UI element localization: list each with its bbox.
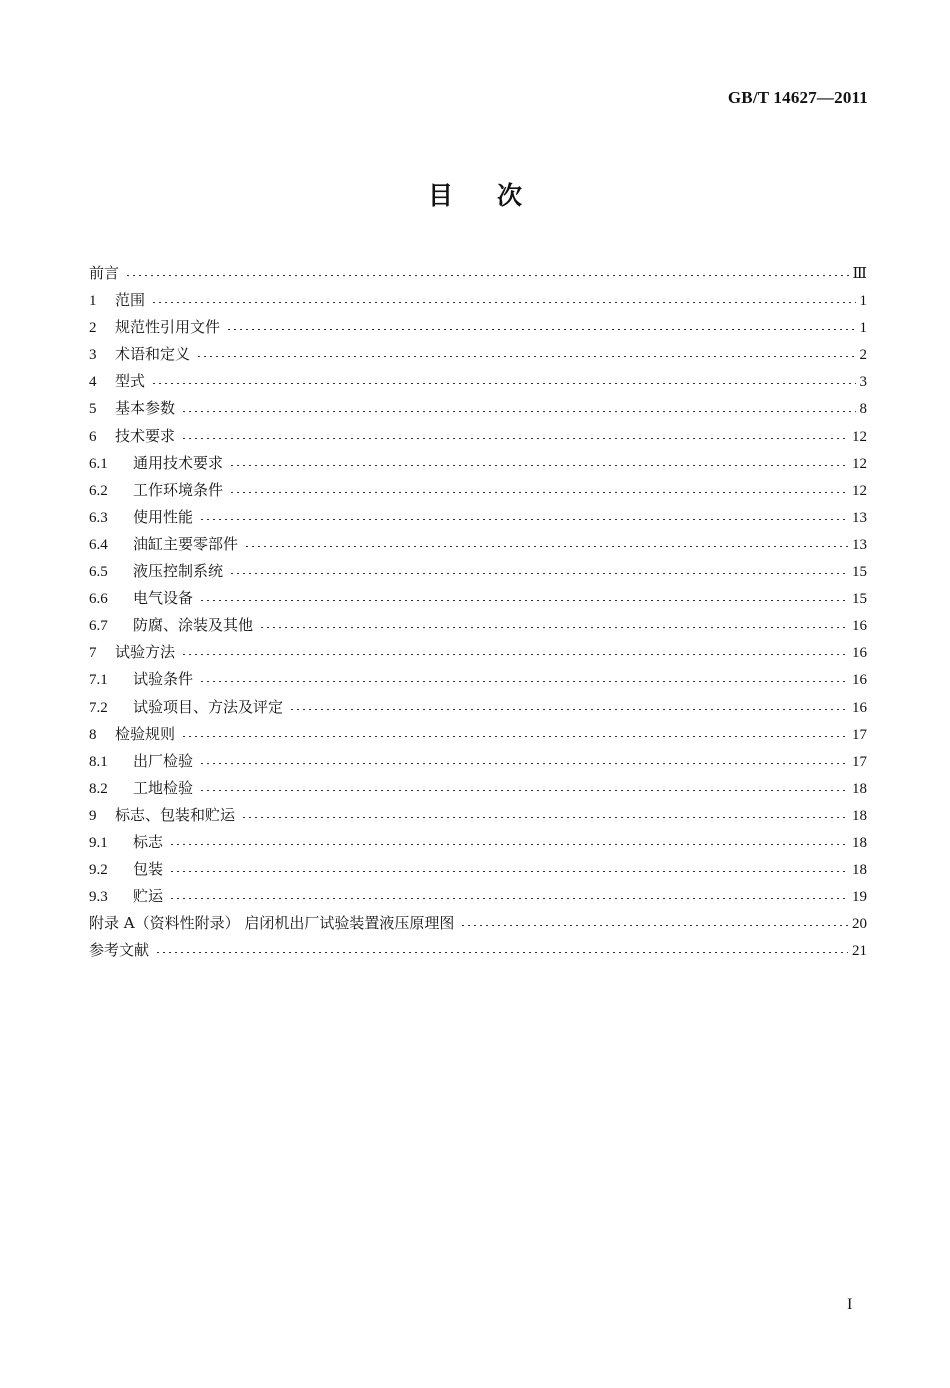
toc-entry-number: 4 [89, 374, 97, 391]
toc-entry-number: 6.2 [89, 482, 108, 499]
dot-leader [181, 411, 855, 412]
toc-entry-number: 9.1 [89, 834, 108, 851]
dot-leader [244, 546, 848, 547]
dot-leader [199, 681, 848, 682]
toc-entry-page: 1 [859, 320, 867, 337]
toc-entry-page: 2 [859, 347, 867, 364]
toc-entry-page: 18 [852, 834, 867, 851]
dot-leader [199, 600, 848, 601]
dot-leader [199, 790, 848, 791]
dot-leader [259, 627, 848, 628]
toc-entry-number: 6.1 [89, 455, 108, 472]
dot-leader [181, 736, 848, 737]
dot-leader [241, 817, 848, 818]
toc-entry-number: 3 [89, 347, 97, 364]
toc-entry-label: 贮运 [133, 887, 164, 906]
toc-entry[interactable] [89, 450, 867, 477]
dot-leader [155, 952, 848, 953]
toc-entry-page: 1 [859, 293, 867, 310]
toc-entry-number: 9.3 [89, 889, 108, 906]
toc-entry-page: 16 [852, 699, 867, 716]
toc-entry-number: 2 [89, 320, 97, 337]
toc-entry-label: 规范性引用文件 [115, 318, 221, 337]
toc-entry-label: 前言 [89, 264, 120, 282]
toc-entry-number: 6.5 [89, 564, 108, 581]
toc-entry-label: 试验方法 [115, 643, 176, 662]
toc-entry-page: 21 [852, 943, 867, 960]
toc-entry-page: Ⅲ [852, 266, 867, 282]
toc-entry[interactable] [89, 585, 867, 612]
toc-entry[interactable] [89, 314, 867, 341]
toc-entry-label: 基本参数 [115, 399, 176, 418]
toc-entry-number: 7.1 [89, 672, 108, 689]
toc-entry-page: 8 [859, 401, 867, 418]
toc-entry-number: 6 [89, 428, 97, 445]
dot-leader [151, 302, 855, 303]
dot-leader [229, 573, 848, 574]
toc-entry[interactable] [89, 694, 867, 721]
toc-entry-number: 1 [89, 293, 97, 310]
toc-entry[interactable] [89, 504, 867, 531]
toc-entry-label: 附录 A（资料性附录） 启闭机出厂试验装置液压原理图 [89, 914, 455, 933]
toc-entry-label: 工作环境条件 [133, 480, 224, 499]
toc-entry[interactable] [89, 260, 867, 287]
dot-leader [169, 898, 848, 899]
toc-entry-label: 油缸主要零部件 [133, 534, 239, 553]
toc-entry-page: 12 [852, 482, 867, 499]
toc-entry-label: 技术要求 [115, 426, 176, 445]
toc-entry-page: 12 [852, 455, 867, 472]
toc-entry-page: 16 [852, 618, 867, 635]
toc-entry[interactable] [89, 368, 867, 395]
toc-entry-number: 5 [89, 401, 97, 418]
dot-leader [199, 519, 848, 520]
toc-entry[interactable] [89, 721, 867, 748]
toc-entry-label: 液压控制系统 [133, 562, 224, 581]
toc-entry-label: 参考文献 [89, 941, 150, 960]
dot-leader [199, 763, 848, 764]
toc-entry-number: 6.4 [89, 536, 108, 553]
toc-entry-page: 13 [852, 536, 867, 553]
toc-entry[interactable] [89, 802, 867, 829]
toc-entry-label: 范围 [115, 291, 146, 310]
toc-entry-page: 15 [852, 564, 867, 581]
toc-entry-page: 13 [852, 509, 867, 526]
page-folio: I [847, 1296, 853, 1313]
toc-entry-label: 使用性能 [133, 507, 194, 526]
toc-entry[interactable] [89, 666, 867, 693]
toc-entry-page: 19 [852, 889, 867, 906]
toc-entry-page: 18 [852, 780, 867, 797]
toc-entry-page: 3 [859, 374, 867, 391]
dot-leader [460, 925, 848, 926]
toc-entry-label: 术语和定义 [115, 345, 191, 364]
toc-entry-page: 12 [852, 428, 867, 445]
toc-entry-page: 18 [852, 862, 867, 879]
toc-entry-label: 检验规则 [115, 724, 176, 743]
toc-entry[interactable] [89, 395, 867, 422]
toc-entry[interactable] [89, 558, 867, 585]
toc-entry-page: 17 [852, 753, 867, 770]
dot-leader [181, 654, 848, 655]
toc-entry-number: 7 [89, 645, 97, 662]
toc-entry[interactable] [89, 856, 867, 883]
toc-entry-page: 18 [852, 807, 867, 824]
toc-entry-page: 20 [852, 916, 867, 933]
dot-leader [229, 492, 848, 493]
dot-leader [169, 844, 848, 845]
toc-entry-number: 9.2 [89, 862, 108, 879]
toc-entry-label: 型式 [115, 372, 146, 391]
toc-entry-number: 6.7 [89, 618, 108, 635]
dot-leader [196, 356, 855, 357]
toc-entry-number: 8.2 [89, 780, 108, 797]
toc-entry-number: 6.3 [89, 509, 108, 526]
toc-entry-number: 7.2 [89, 699, 108, 716]
toc-entry-page: 15 [852, 591, 867, 608]
toc-entry-label: 试验项目、方法及评定 [133, 697, 284, 716]
dot-leader [226, 329, 855, 330]
toc-entry-label: 试验条件 [133, 670, 194, 689]
toc-entry[interactable] [89, 612, 867, 639]
toc-entry-page: 17 [852, 726, 867, 743]
toc-entry-label: 工地检验 [133, 778, 194, 797]
dot-leader [289, 709, 848, 710]
toc-entry[interactable] [89, 423, 867, 450]
toc-entry[interactable] [89, 910, 867, 937]
toc-entry-label: 通用技术要求 [133, 453, 224, 472]
toc-entry-page: 16 [852, 672, 867, 689]
toc-entry-label: 出厂检验 [133, 751, 194, 770]
toc-entry-label: 标志 [133, 832, 164, 851]
toc-entry[interactable] [89, 531, 867, 558]
standard-number: GB/T 14627—2011 [727, 88, 868, 107]
toc-entry-label: 包装 [133, 860, 164, 879]
table-of-contents [89, 260, 867, 964]
dot-leader [125, 275, 849, 276]
toc-entry-page: 16 [852, 645, 867, 662]
toc-entry[interactable] [89, 748, 867, 775]
page-title: 目次 [427, 181, 566, 210]
toc-entry[interactable] [89, 287, 867, 314]
toc-entry-number: 9 [89, 807, 97, 824]
toc-entry-number: 8.1 [89, 753, 108, 770]
toc-entry[interactable] [89, 829, 867, 856]
toc-entry-label: 标志、包装和贮运 [115, 805, 236, 824]
toc-entry-number: 6.6 [89, 591, 108, 608]
toc-entry[interactable] [89, 775, 867, 802]
toc-entry[interactable] [89, 477, 867, 504]
toc-entry[interactable] [89, 639, 867, 666]
dot-leader [169, 871, 848, 872]
dot-leader [181, 438, 848, 439]
toc-entry-label: 防腐、涂装及其他 [133, 616, 254, 635]
dot-leader [229, 465, 848, 466]
toc-entry[interactable] [89, 937, 867, 964]
dot-leader [151, 383, 855, 384]
toc-entry[interactable] [89, 341, 867, 368]
toc-entry-label: 电气设备 [133, 589, 194, 608]
toc-entry[interactable] [89, 883, 867, 910]
toc-entry-number: 8 [89, 726, 97, 743]
